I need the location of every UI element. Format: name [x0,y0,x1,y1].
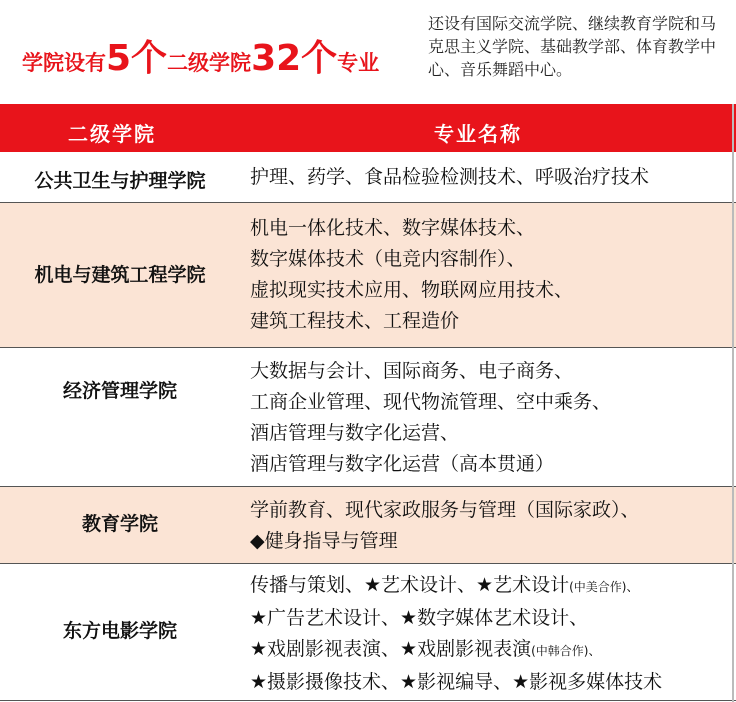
major-line: 虚拟现实技术应用、物联网应用技术、 [250,279,574,301]
college-name: 公共卫生与护理学院 [34,170,206,192]
major-line: 酒店管理与数字化运营、 [250,422,460,444]
major-list [250,162,730,193]
headline-mid: 二级学院 [167,51,252,75]
major-line: 酒店管理与数字化运营（高本贯通） [250,453,555,475]
cooperation-note: (中韩合作)、 [531,644,601,658]
major-count: 32个 [251,38,338,79]
major-line: 护理、药学、食品检验检测技术、呼吸治疗技术 [250,166,650,188]
banner [0,0,736,104]
major-text: ★戏剧影视表演、★戏剧影视表演 [250,638,532,660]
college-name: 经济管理学院 [62,380,177,402]
headline [22,30,379,81]
headline-suffix: 专业 [337,51,380,75]
college-name: 机电与建筑工程学院 [34,264,206,286]
college-count: 5个 [106,38,168,79]
table-header [0,110,736,148]
college-name: 东方电影学院 [62,620,177,642]
table-row [0,487,736,564]
table-row [0,348,736,487]
major-line: 大数据与会计、国际商务、电子商务、 [250,360,574,382]
table-row [0,203,736,348]
major-line: 机电一体化技术、数字媒体技术、 [250,217,536,239]
major-line [250,634,730,667]
major-text: 传播与策划、★艺术设计、★艺术设计 [250,574,570,596]
major-list [250,356,730,480]
major-line: ◆健身指导与管理 [250,530,398,552]
table-row [0,564,736,701]
right-border [732,104,734,702]
major-line: 建筑工程技术、工程造价 [250,310,460,332]
header-majors: 专业名称 [434,122,522,146]
major-line [250,570,730,603]
major-list [250,495,730,557]
side-note: 还设有国际交流学院、继续教育学院和马克思主义学院、基础教学部、体育教学中心、音乐舞蹈中心。 [428,14,717,79]
major-line: ★广告艺术设计、★数字媒体艺术设计、 [250,607,589,629]
major-line: 数字媒体技术（电竞内容制作）、 [250,248,526,270]
major-list [250,213,730,337]
major-line: 学前教育、现代家政服务与管理（国际家政）、 [250,499,640,521]
table-row [0,152,736,203]
major-line: ★摄影摄像技术、★影视编导、★影视多媒体技术 [250,671,663,693]
headline-prefix: 学院设有 [22,51,106,75]
major-line: 工商企业管理、现代物流管理、空中乘务、 [250,391,612,413]
cooperation-note: (中美合作)、 [569,580,639,594]
header-college: 二级学院 [68,122,156,146]
college-name: 教育学院 [81,513,158,535]
major-list [250,570,730,698]
